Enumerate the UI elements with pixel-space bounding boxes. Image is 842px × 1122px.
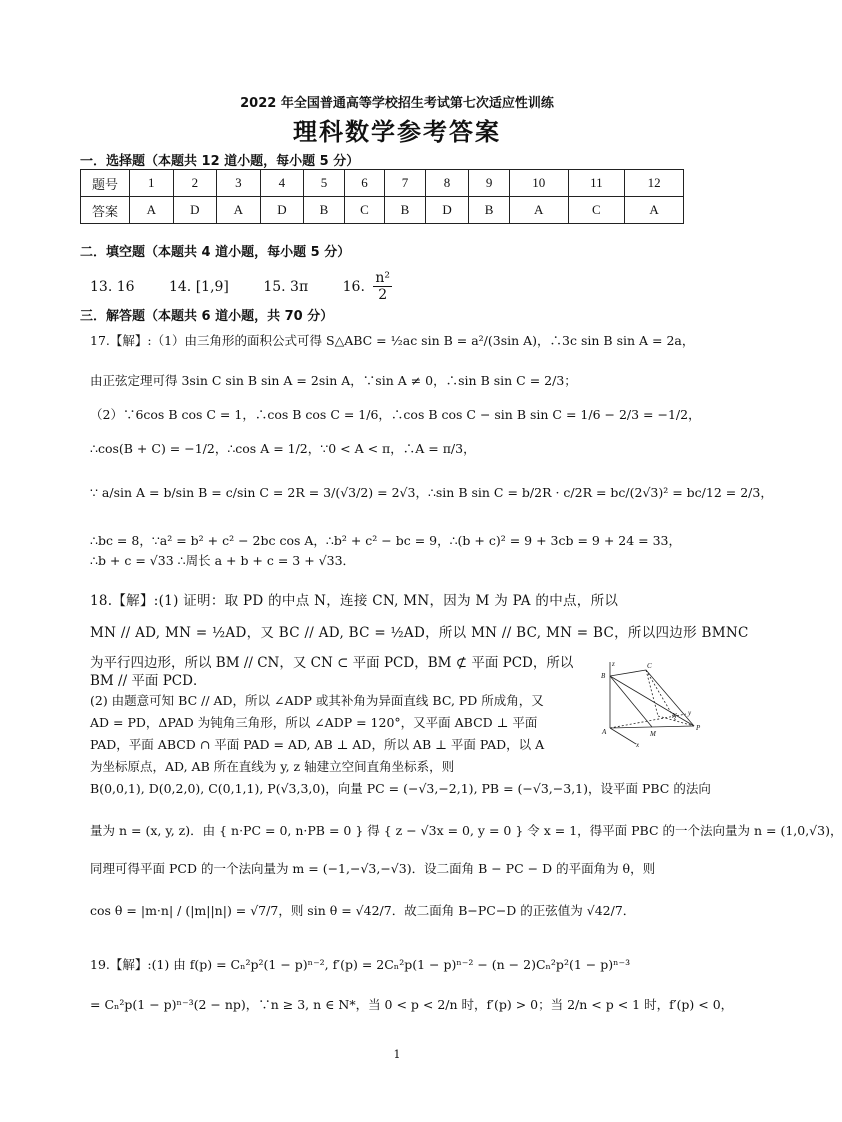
fill-blank-answers [90, 270, 392, 303]
solution-line: ∴cos(B + C) = −1/2，∴cos A = 1/2，∵0 < A < π，∴A = π/3， [90, 441, 476, 456]
solution-line: 由正弦定理可得 3sin C sin B sin A = 2sin A，∵sin A ≠ 0，∴sin B sin C = 2/3； [90, 373, 577, 388]
solution-line: cos θ = |m·n| / (|m||n|) = √7/7，则 sin θ = √42/7．故二面角 B−PC−D 的正弦值为 √42/7． [90, 903, 636, 918]
table-cell: D [173, 197, 217, 224]
table-cell: C [568, 197, 625, 224]
table-cell: 8 [425, 170, 469, 197]
solution-line: 19.【解】:(1) 由 f(p) = Cₙ²p²(1 − p)ⁿ⁻², f′(p) = 2Cₙ²p(1 − p)ⁿ⁻² − (n − 2)Cₙ²p²(1 − p)ⁿ⁻³ [90, 957, 631, 972]
table-cell: A [625, 197, 684, 224]
label-z: z [612, 660, 615, 668]
table-cell: D [260, 197, 304, 224]
solution-line: (2) 由题意可知 BC // AD，所以 ∠ADP 或其补角为异面直线 BC, PD 所成角，又 [90, 693, 544, 708]
solution-line: PAD，平面 ABCD ∩ 平面 PAD = AD, AB ⊥ AD，所以 AB ⊥ 平面 PAD，以 A [90, 737, 545, 752]
solution-line: 为平行四边形，所以 BM // CN，又 CN ⊂ 平面 PCD，BM ⊄ 平面 PCD，所以 [90, 655, 574, 671]
solution-line: ∴b + c = √33 ∴周长 a + b + c = 3 + √33． [90, 553, 356, 568]
section-solution-heading: 三．解答题（本题共 6 道小题，共 70 分） [80, 309, 334, 324]
solution-line: 量为 n = (x, y, z)．由 { n·PC = 0, n·PB = 0 } 得 { z − √3x = 0, y = 0 } 令 x = 1，得平面 PBC 的一个法向量为 n = (1,0,√3)， [90, 823, 842, 838]
table-cell: 12 [625, 170, 684, 197]
row-label-question: 题号 [81, 170, 130, 197]
solution-line: B(0,0,1), D(0,2,0), C(0,1,1), P(√3,3,0)，向量 PC = (−√3,−2,1), PB = (−√3,−3,1)，设平面 PBC 的法向 [90, 781, 711, 796]
table-cell: 11 [568, 170, 625, 197]
label-p: P [696, 724, 701, 732]
table-row [81, 197, 684, 224]
page-number: 1 [393, 1048, 401, 1061]
solution-line: AD = PD，ΔPAD 为钝角三角形，所以 ∠ADP = 120°，又平面 ABCD ⊥ 平面 [90, 715, 538, 730]
label-x: x [636, 741, 640, 749]
solution-line: ∵ a/sin A = b/sin B = c/sin C = 2R = 3/(√3/2) = 2√3，∴sin B sin C = b/2R · c/2R = bc/(2√3)² = bc/12 = 2/3， [90, 485, 773, 500]
edge-bp [610, 676, 694, 726]
solution-line: BM // 平面 PCD． [90, 673, 207, 689]
table-cell: 10 [509, 170, 568, 197]
table-cell: 5 [304, 170, 345, 197]
solution-line: 为坐标原点，AD, AB 所在直线为 y, z 轴建立空间直角坐标系，则 [90, 759, 455, 774]
table-cell: 7 [385, 170, 426, 197]
section-fill-heading: 二．填空题（本题共 4 道小题，每小题 5 分） [80, 245, 351, 260]
table-cell: 9 [469, 170, 510, 197]
solution-line: MN // AD, MN = ½AD，又 BC // AD, BC = ½AD，所以 MN // BC, MN = BC，所以四边形 BMNC [90, 625, 749, 641]
table-row [81, 170, 684, 197]
answer-13: 13. 16 [90, 278, 135, 295]
table-cell: D [425, 197, 469, 224]
answer-16-label: 16. [342, 278, 365, 295]
table-cell: B [304, 197, 345, 224]
solution-line: 17.【解】:（1）由三角形的面积公式可得 S△ABC = ½ac sin B = a²/(3sin A)，∴3c sin B sin A = 2a， [90, 333, 695, 348]
label-c: C [647, 662, 652, 670]
fraction-denominator: 2 [378, 287, 388, 303]
page-title: 理科数学参考答案 [293, 117, 501, 146]
table-cell: A [130, 197, 174, 224]
answer-14: 14. [1,9] [168, 278, 229, 295]
pyramid-figure [596, 658, 706, 748]
table-cell: C [344, 197, 385, 224]
table-cell: A [217, 197, 261, 224]
table-cell: 6 [344, 170, 385, 197]
table-cell: B [385, 197, 426, 224]
label-m: M [650, 730, 656, 738]
label-b: B [601, 672, 606, 680]
fraction-numerator: n² [375, 270, 390, 286]
label-y: y [688, 709, 692, 717]
table-cell: 3 [217, 170, 261, 197]
table-cell: 1 [130, 170, 174, 197]
edge-bc [610, 670, 646, 676]
answer-table [80, 169, 684, 224]
label-a: A [602, 728, 607, 736]
table-cell: A [509, 197, 568, 224]
solution-line: = Cₙ²p(1 − p)ⁿ⁻³(2 − np)，∵n ≥ 3, n ∈ N*，当 0 < p < 2/n 时，f′(p) > 0；当 2/n < p < 1 时，f′(p) < 0， [90, 997, 734, 1012]
solution-line: ∴bc = 8，∵a² = b² + c² − 2bc cos A，∴b² + c² − bc = 9，∴(b + c)² = 9 + 3cb = 9 + 24 = 33， [90, 533, 682, 548]
label-n: N [672, 712, 677, 720]
answer-15: 15. 3π [263, 278, 309, 295]
x-axis-line [610, 728, 636, 744]
solution-line: 同理可得平面 PCD 的一个法向量为 m = (−1,−√3,−√3)．设二面角 B − PC − D 的平面角为 θ，则 [90, 861, 656, 876]
section-choice-heading: 一．选择题（本题共 12 道小题，每小题 5 分） [80, 154, 360, 169]
table-cell: 2 [173, 170, 217, 197]
table-cell: 4 [260, 170, 304, 197]
exam-subtitle: 2022 年全国普通高等学校招生考试第七次适应性训练 [240, 96, 554, 111]
solution-line: 18.【解】:(1) 证明：取 PD 的中点 N，连接 CN, MN，因为 M 为 PA 的中点，所以 [90, 593, 619, 609]
edge-bm [610, 676, 652, 727]
row-label-answer: 答案 [81, 197, 130, 224]
solution-line: （2）∵6cos B cos C = 1，∴cos B cos C = 1/6，∴cos B cos C − sin B sin C = 1/6 − 2/3 = −1/2， [90, 407, 701, 422]
answer-16-fraction [373, 270, 392, 303]
table-cell: B [469, 197, 510, 224]
